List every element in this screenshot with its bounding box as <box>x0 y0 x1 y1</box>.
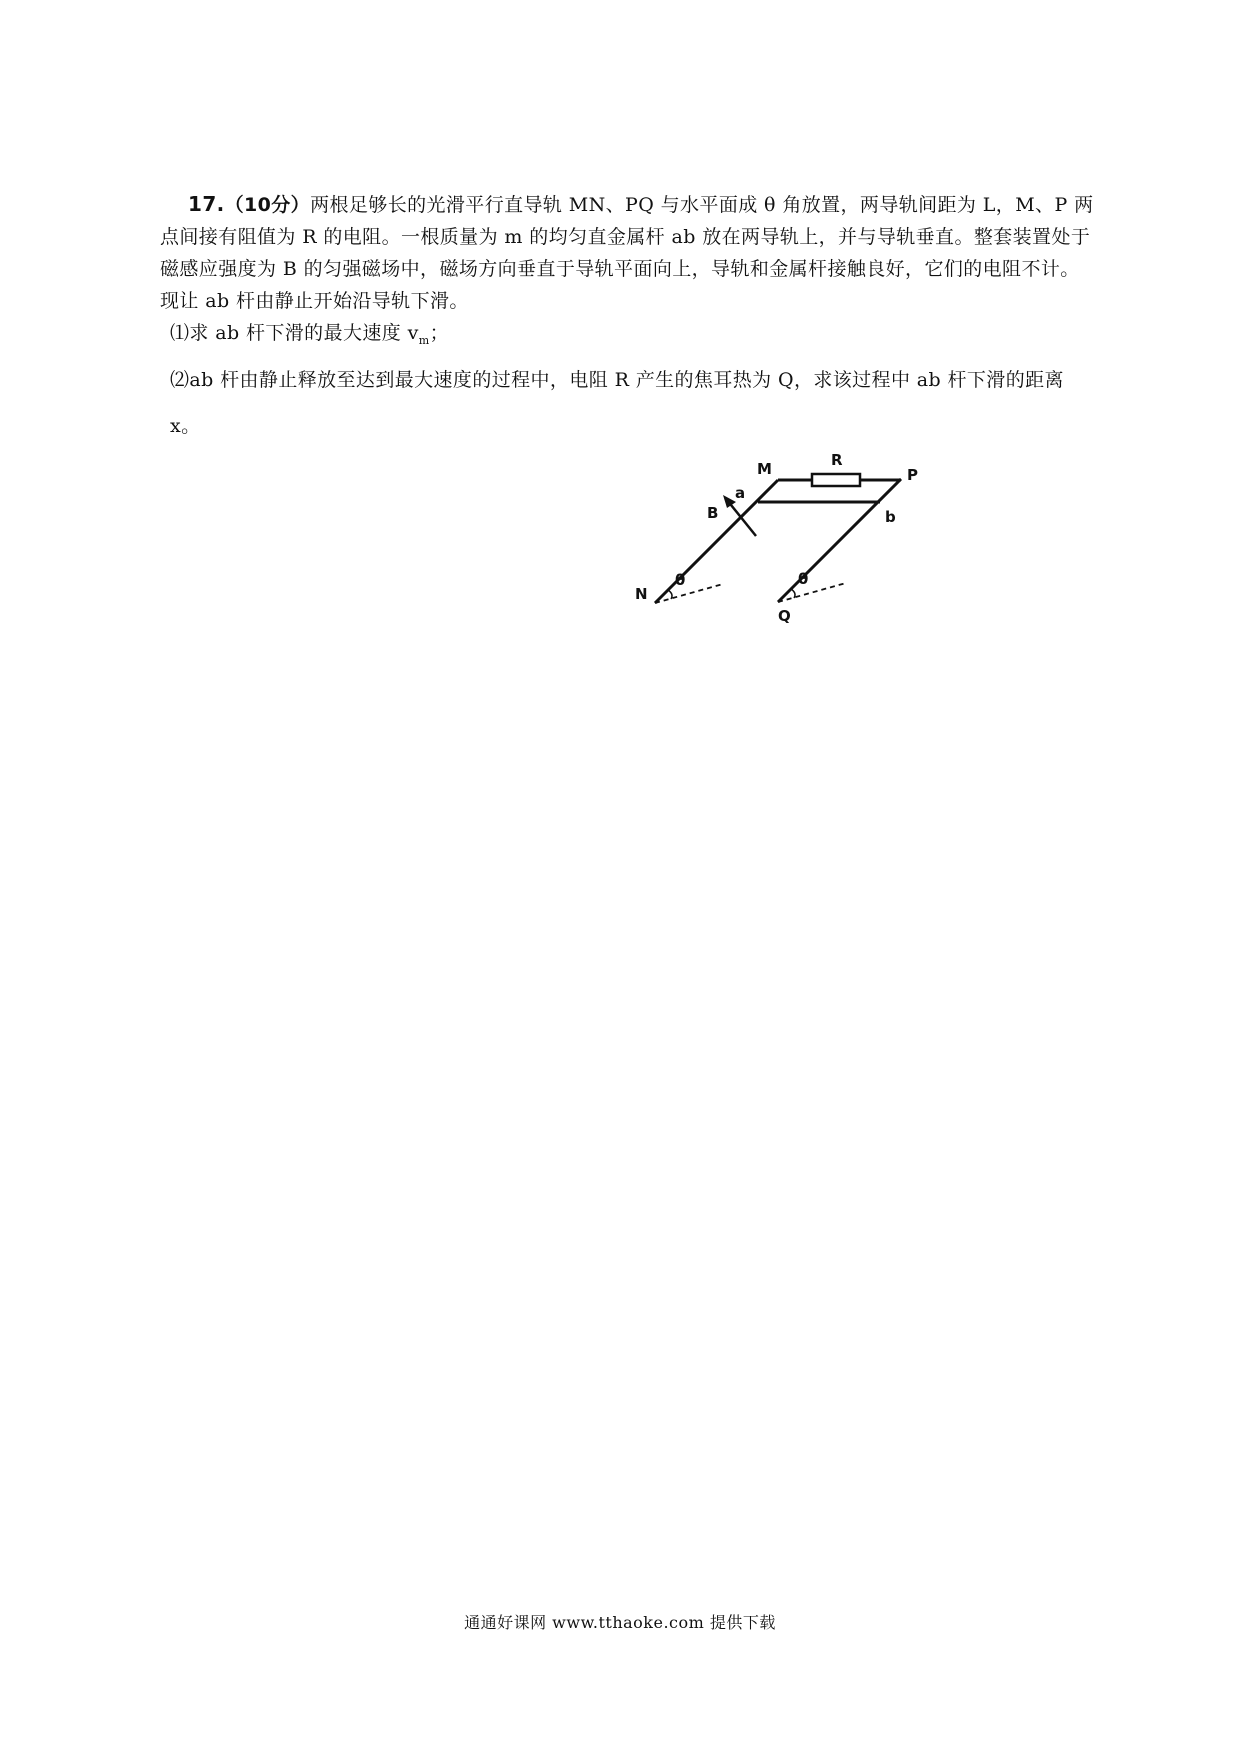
sub-question-2-number: ⑵ <box>170 368 190 391</box>
question-text: 两根足够长的光滑平行直导轨 MN、PQ 与水平面成 θ 角放置，两导轨间距为 L，M、P 两点间接有阻值为 R 的电阻。一根质量为 m 的均匀直金属杆 ab 放在两导轨上，并与导轨垂直。整套装置处于磁感应强度为 B 的匀强磁场中，磁场方向垂直于导轨平面向上，导轨和金属杆接触良好，它们的电阻不计。现让 ab 杆由静止开始沿导轨下滑。 <box>160 194 1094 312</box>
sub-question-1 <box>160 317 1095 357</box>
rail-diagram <box>620 440 920 640</box>
label-theta-right: θ <box>798 570 809 588</box>
label-theta-left: θ <box>675 571 686 589</box>
rail-pq <box>778 479 901 602</box>
sub-question-1-number: ⑴ <box>170 322 190 344</box>
label-n: N <box>635 585 648 603</box>
problem-17 <box>160 188 1095 449</box>
sub-question-1-text: 求 ab 杆下滑的最大速度 v <box>189 322 419 344</box>
page-footer: 通通好课网 www.tthaoke.com 提供下载 <box>464 1613 776 1632</box>
label-a: a <box>735 484 746 502</box>
label-m: M <box>757 460 772 478</box>
angle-arc-left <box>668 590 672 599</box>
question-score: （10分） <box>224 194 311 216</box>
rail-mn <box>655 480 778 603</box>
sub-question-2-text: ab 杆由静止释放至达到最大速度的过程中，电阻 R 产生的焦耳热为 Q，求该过程中 ab 杆下滑的距离 x。 <box>170 368 1064 437</box>
label-r: R <box>831 451 843 469</box>
velocity-subscript: m <box>418 333 430 347</box>
problem-intro <box>160 188 1095 317</box>
label-b-field: B <box>707 504 719 522</box>
question-number: 17. <box>188 192 225 216</box>
label-p: P <box>907 466 918 484</box>
rail-diagram-svg <box>620 440 920 640</box>
sub-question-1-end: ； <box>429 322 449 344</box>
sub-question-2 <box>160 357 1095 449</box>
label-q: Q <box>778 607 791 625</box>
angle-arc-right <box>791 589 795 598</box>
resistor-symbol <box>812 474 860 486</box>
label-b: b <box>885 508 896 526</box>
